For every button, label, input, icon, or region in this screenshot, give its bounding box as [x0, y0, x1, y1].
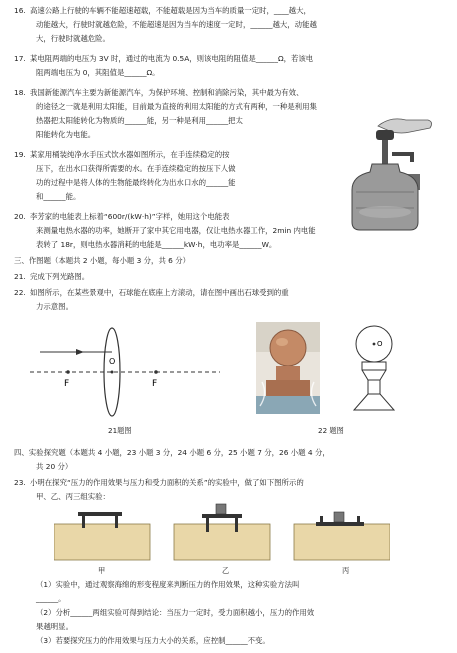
question-number: 18. — [14, 88, 26, 97]
question-16 — [14, 4, 442, 46]
question-21 — [14, 270, 442, 284]
figure-22-caption: 22 题图 — [318, 426, 344, 435]
question-number: 20. — [14, 212, 26, 221]
pressure-experiment-figure — [54, 500, 390, 564]
question-text: 小明在探究“压力的作用效果与压力和受力面积的关系”的实验中，做了如下图所示的 — [30, 478, 304, 487]
question-text: 某家用桶装纯净水手压式饮水器如图所示，在手连续稳定的按 — [30, 150, 230, 159]
section-heading-text: 共 20 分） — [36, 462, 73, 471]
question-text: 完成下列光路图。 — [30, 272, 90, 281]
experiment-panel-yi — [174, 504, 270, 560]
question-number: 16. — [14, 6, 26, 15]
lens-ray-diagram — [30, 322, 220, 422]
question-text: 动能越大，行驶时就越危险，不能超速是因为当车的速度一定时，______越大，动能越 — [36, 20, 317, 29]
subquestion-text: （1）实验中，通过观察海绵的形变程度来判断压力的作用效果，这种实验方法叫 — [36, 580, 300, 589]
question-text: 力示意图。 — [36, 302, 73, 311]
question-text: 阻两端电压为 0，其阻值是______Ω。 — [36, 68, 160, 77]
stone-ball-fountain-photo — [256, 322, 320, 414]
question-19 — [14, 148, 314, 204]
experiment-panel-bing — [294, 512, 390, 560]
question-number: 17. — [14, 54, 26, 63]
subquestion-text: （3）若要探究压力的作用效果与压力大小的关系，应控制______不变。 — [36, 636, 270, 645]
question-number: 23. — [14, 478, 26, 487]
question-text: 甲、乙、丙三组实验： — [36, 492, 110, 501]
question-number: 19. — [14, 150, 26, 159]
question-text: 表转了 18r，则电热水器消耗的电能是______kW·h，电功率是______W。 — [36, 240, 277, 249]
question-23-subparts — [14, 578, 442, 648]
question-text: 大，行驶时就越危险。 — [36, 34, 110, 43]
panel-caption-jia: 甲 — [98, 566, 106, 575]
question-text: 高速公路上行驶的车辆不能超速超载，不能超载是因为当车的质量一定时，____越大， — [30, 6, 311, 15]
question-number: 21. — [14, 272, 26, 281]
section-heading: 三、作图题（本题共 2 小题，每小题 3 分，共 6 分） — [14, 256, 191, 265]
question-number: 22. — [14, 288, 26, 297]
figure-21-caption: 21题图 — [108, 426, 132, 435]
subquestion-text: 果越明显。 — [36, 622, 73, 631]
subquestion-text: ______。 — [36, 594, 66, 603]
section-heading-text: 四、实验探究题（本题共 4 小题，23 小题 3 分，24 小题 6 分，25 小题 7 分，26 小题 4 分， — [14, 448, 330, 457]
focal-point-label: F — [152, 379, 158, 389]
subquestion-text: （2）分析______两组实验可得到结论：当压力一定时，受力面积越小，压力的作用效 — [36, 608, 315, 617]
question-text: 来测量电热水器的功率，她断开了家中其它用电器，仅让电热水器工作，2min 内电能 — [36, 226, 316, 235]
question-text: 和______能。 — [36, 192, 81, 201]
question-text: 热器把太阳能转化为物质的______能，另一种是利用______把太 — [36, 116, 243, 125]
experiment-panel-jia — [54, 512, 150, 560]
question-text: 李芳家的电能表上标着“600r/(kW·h)”字样，她用这个电能表 — [30, 212, 230, 221]
section-heading — [14, 446, 442, 474]
lens-center-label: O — [109, 357, 116, 366]
panel-caption-yi: 乙 — [222, 566, 230, 575]
ball-on-pedestal-diagram — [334, 318, 414, 418]
ball-center-label: O — [377, 340, 383, 348]
question-22 — [14, 286, 442, 314]
question-text: 我国新能源汽车主要为新能源汽车，为保护环境、控制和消除污染，其中最为有效、 — [30, 88, 304, 97]
question-17 — [14, 52, 442, 80]
question-text: 的途径之一就是利用太阳能，目前最为直接的利用太阳能的方式有两种，一种是利用集 — [36, 102, 317, 111]
question-text: 某电阻两端的电压为 3V 时，通过的电流为 0.5A，则该电阻的阻值是______Ω，若该电 — [30, 54, 314, 63]
panel-caption-bing: 丙 — [342, 566, 350, 575]
question-text: 功的过程中是将人体的生物能最终转化为出水口水的______能 — [36, 178, 236, 187]
question-text: 如图所示，在某些景观中，石球能在底座上方滚动，请在图中画出石球受到的重 — [30, 288, 289, 297]
focal-point-label: F — [64, 379, 70, 389]
question-text: 压下，在出水口获得所需要的水。在手连续稳定的按压下人做 — [36, 164, 236, 173]
question-text: 阳能转化为电能。 — [36, 130, 96, 139]
question-20 — [14, 210, 442, 252]
